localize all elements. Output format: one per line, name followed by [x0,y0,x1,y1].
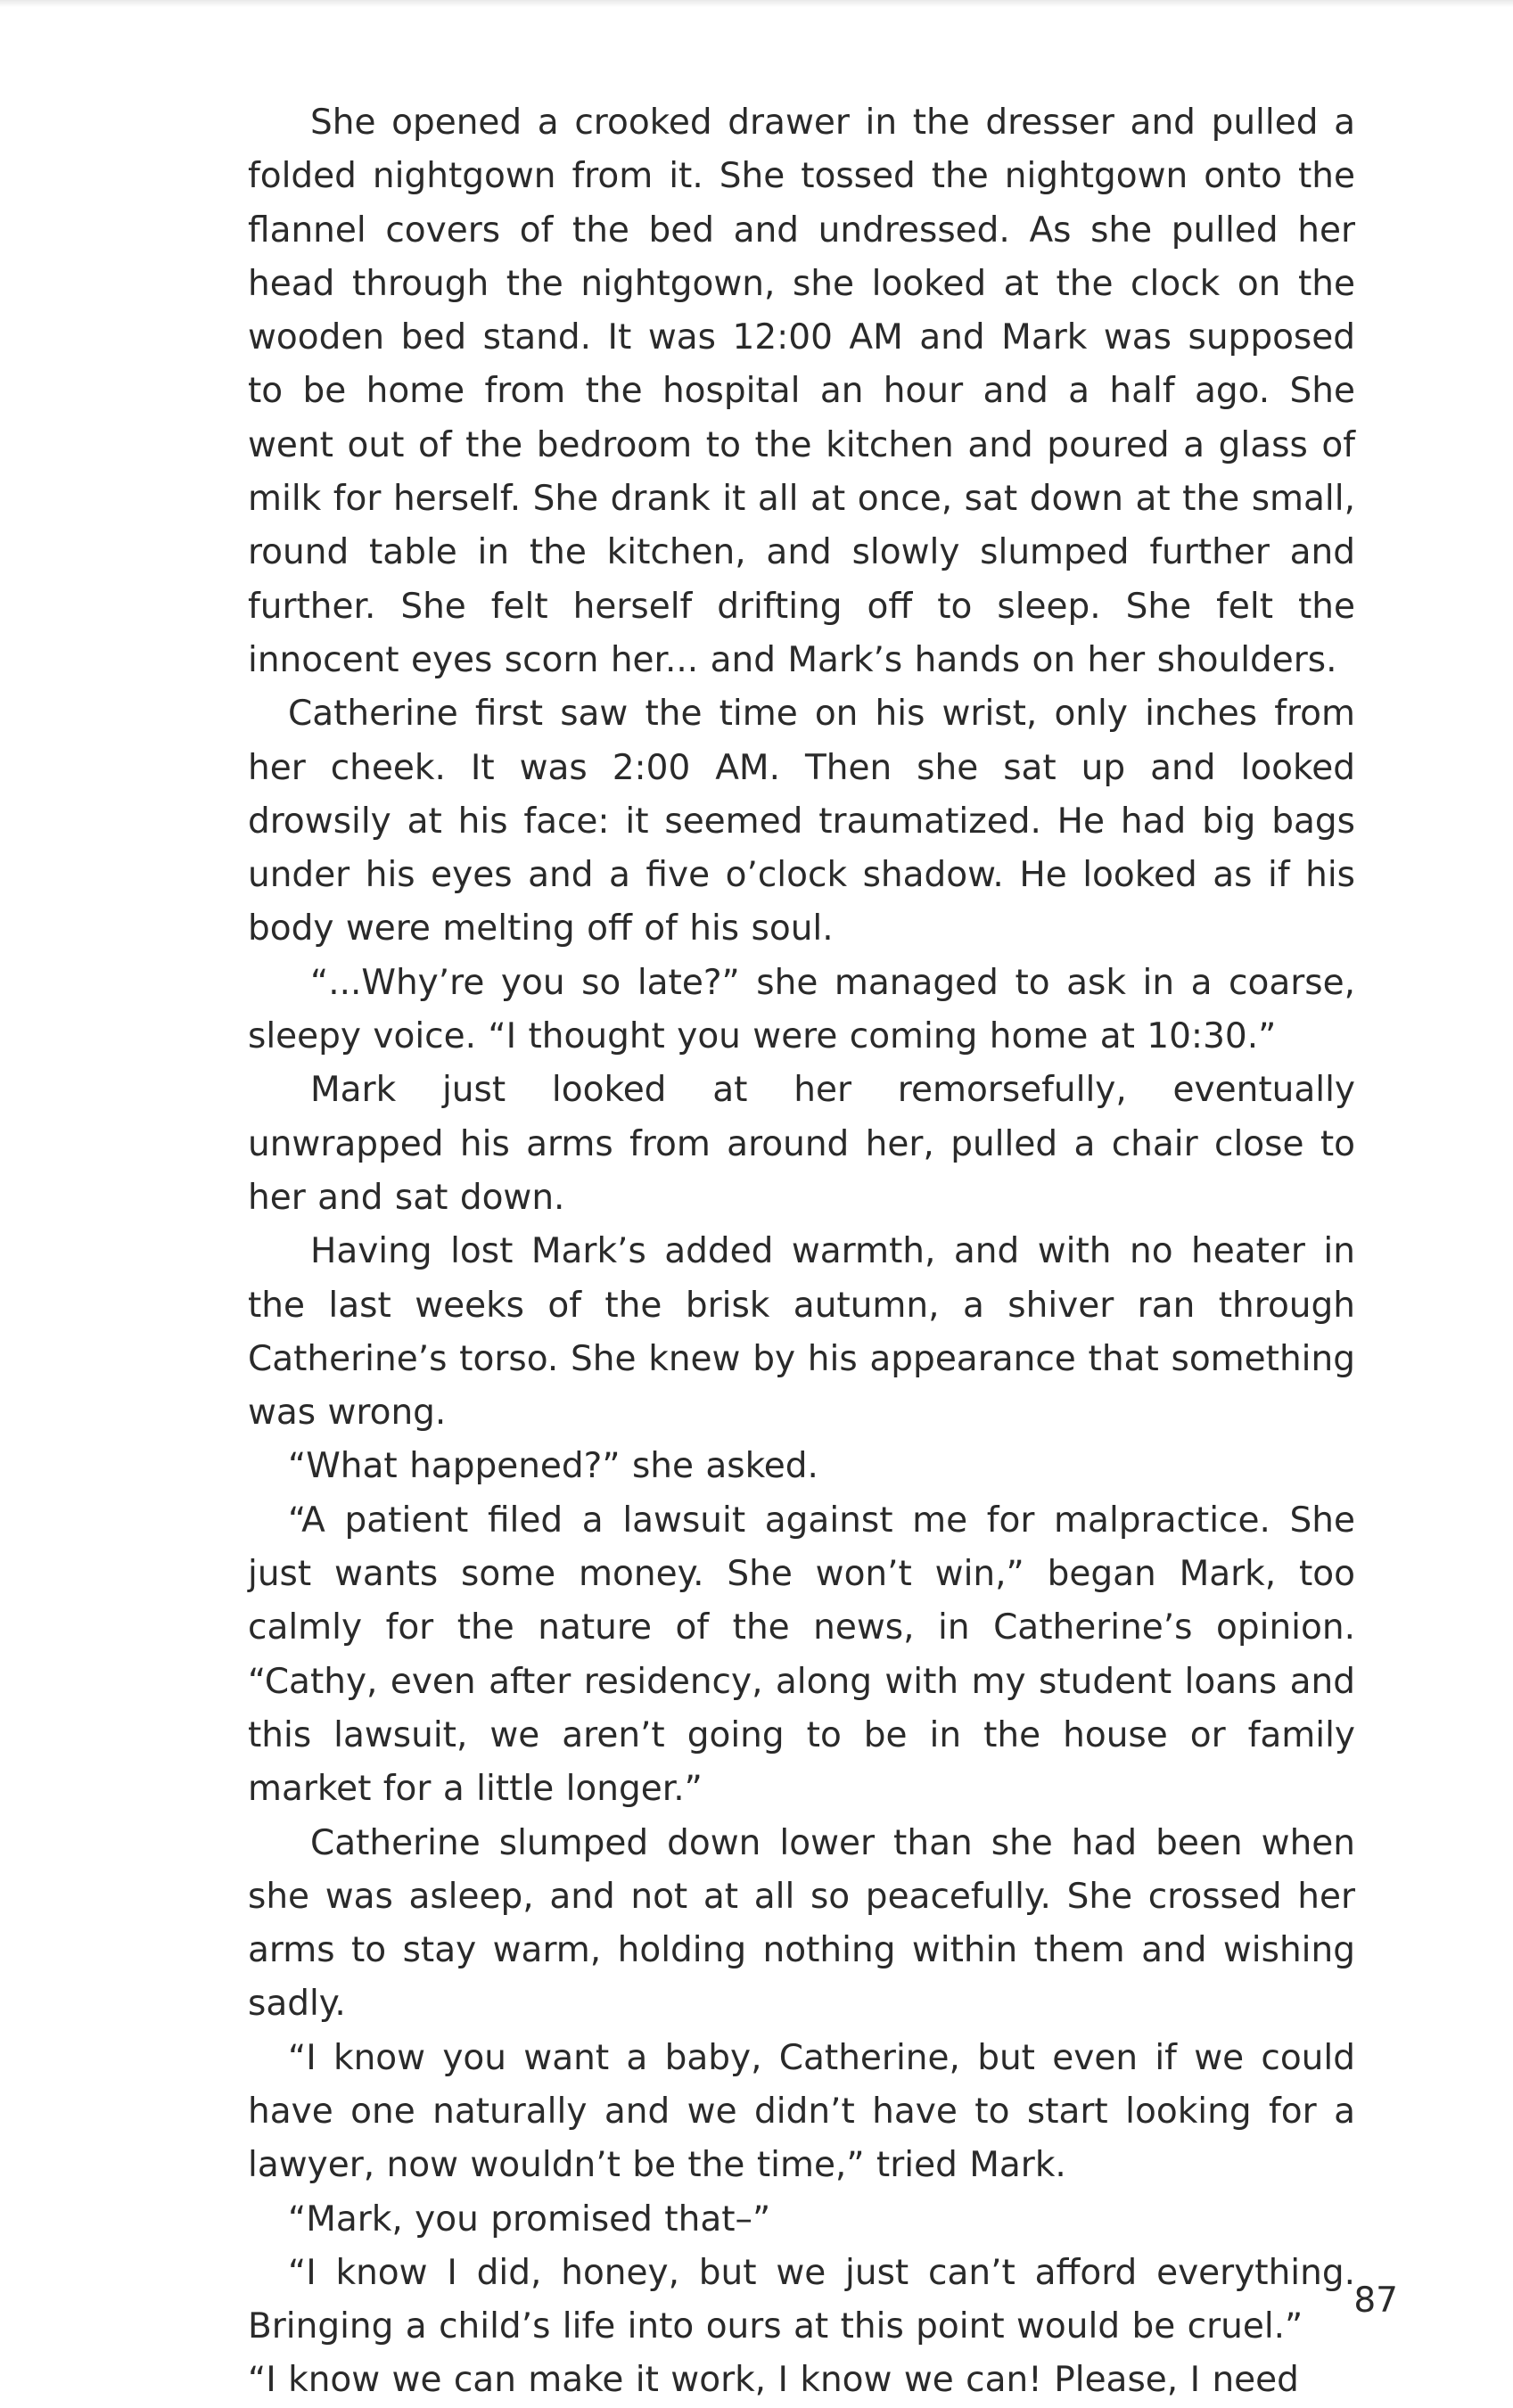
paragraph-4: Mark just looked at her remorsefully, eventually unwrapped his arms from around her, pulled a chair close to her and sat down. [248,1070,1355,1218]
body-text [248,96,1355,2408]
paragraph-3: “...Why’re you so late?” she managed to ask in a coarse, sleepy voice. “I thought you were coming home at 10:30.” [248,962,1355,1057]
paragraph-8: Catherine slumped down lower than she had been when she was asleep, and not at all so peacefully. She crossed her arms to stay warm, holding nothing within them and wishing sadly. [248,1822,1355,2025]
page-top-edge [0,0,1513,7]
paragraph-6: “What happened?” she asked. [288,1446,818,1487]
paragraph-10: “Mark, you promised that–” [288,2198,771,2240]
paragraph-1: She opened a crooked drawer in the dresser and pulled a folded nightgown from it. She tossed the nightgown onto the flannel covers of the bed and undressed. As she pulled her head through the nightgown, she looked at the clock on the wooden bed stand. It was 12:00 AM and Mark was supposed to be home from the hospital an hour and a half ago. She went out of the bedroom to the kitchen and poured a glass of milk for herself. She drank it all at once, sat down at the small, round table in the kitchen, and slowly slumped further and further. She felt herself drifting off to sleep. She felt the innocent eyes scorn her... and Mark’s hands on her shoulders. [248,103,1355,680]
paragraph-5: Having lost Mark’s added warmth, and with no heater in the last weeks of the brisk autumn, a shiver ran through Catherine’s torso. She knew by his appearance that something was wrong. [248,1231,1355,1434]
paragraph-9: “I know you want a baby, Catherine, but even if we could have one naturally and we didn’t have to start looking for a lawyer, now wouldn’t be the time,” tried Mark. [248,2037,1355,2186]
page-number: 87 [1353,2281,1398,2321]
paragraph-12: “I know we can make it work, I know we can! Please, I need [248,2360,1299,2401]
paragraph-2: Catherine first saw the time on his wrist, only inches from her cheek. It was 2:00 AM. Then she sat up and looked drowsily at his face: it seemed traumatized. He had big bags under his eyes and a five o’clock shadow. He looked as if his body were melting off of his soul. [248,694,1355,949]
paragraph-7: “A patient filed a lawsuit against me for malpractice. She just wants some money. She won’t win,” began Mark, too calmly for the nature of the news, in Catherine’s opinion. “Cathy, even after residency, along with my student loans and this lawsuit, we aren’t going to be in the house or family market for a little longer.” [248,1500,1355,1810]
paragraph-11: “I know I did, honey, but we just can’t afford everything. Bringing a child’s life into ours at this point would be cruel.” [248,2252,1355,2347]
